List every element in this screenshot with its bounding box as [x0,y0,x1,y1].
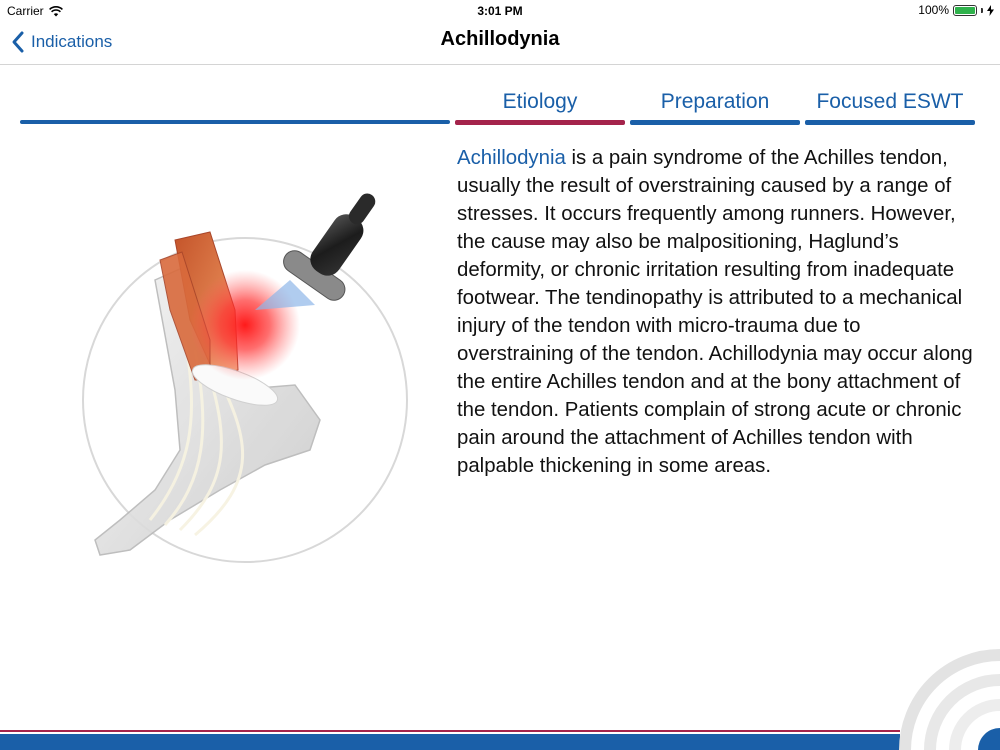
battery-percent: 100% [918,3,949,17]
achilles-treatment-illustration [60,190,430,570]
status-bar [0,0,1000,22]
page-title: Achillodynia [440,28,560,50]
battery-group [918,3,994,17]
back-button-label: Indications [31,32,113,51]
tab-etiology-label: Etiology [502,90,578,113]
description-text: is a pain syndrome of the Achilles tendon, usually the result of overstraining caused by a range of stresses. It occurs frequently among runners. However, the cause may also be malpositioning, Haglund’s deformity, or chronic irritation resulting from inadequate footwear. The tendinopathy is attributed to a mechanical injury of the tendon with micro-trauma due to overstraining of the tendon. Achillodynia may occur along the entire Achilles tendon and at the bony attachment of the tendon. Patients complain of strong acute or chronic pain around the attachment of Achilles tendon with palpable thickening in some areas. [457,147,973,477]
wave-logo-icon [880,630,1000,750]
tab-divider-line [20,120,450,124]
condition-term: Achillodynia [457,147,566,169]
navigation-bar [0,22,1000,65]
footer-accent-stripe [0,730,900,732]
tab-preparation-indicator [630,120,800,125]
tab-preparation-label: Preparation [660,90,770,113]
etiology-description [457,144,977,480]
tab-focused-eswt[interactable] [805,90,975,130]
tab-focused-eswt-indicator [805,120,975,125]
tab-etiology[interactable] [455,90,625,130]
tab-preparation[interactable] [630,90,800,130]
status-time: 3:01 PM [477,4,523,18]
tab-etiology-indicator [455,120,625,125]
battery-icon [953,5,977,16]
footer-bar [0,734,900,750]
carrier-label: Carrier [7,4,44,18]
tab-focused-eswt-label: Focused ESWT [816,90,964,113]
bolt-icon [987,5,994,16]
